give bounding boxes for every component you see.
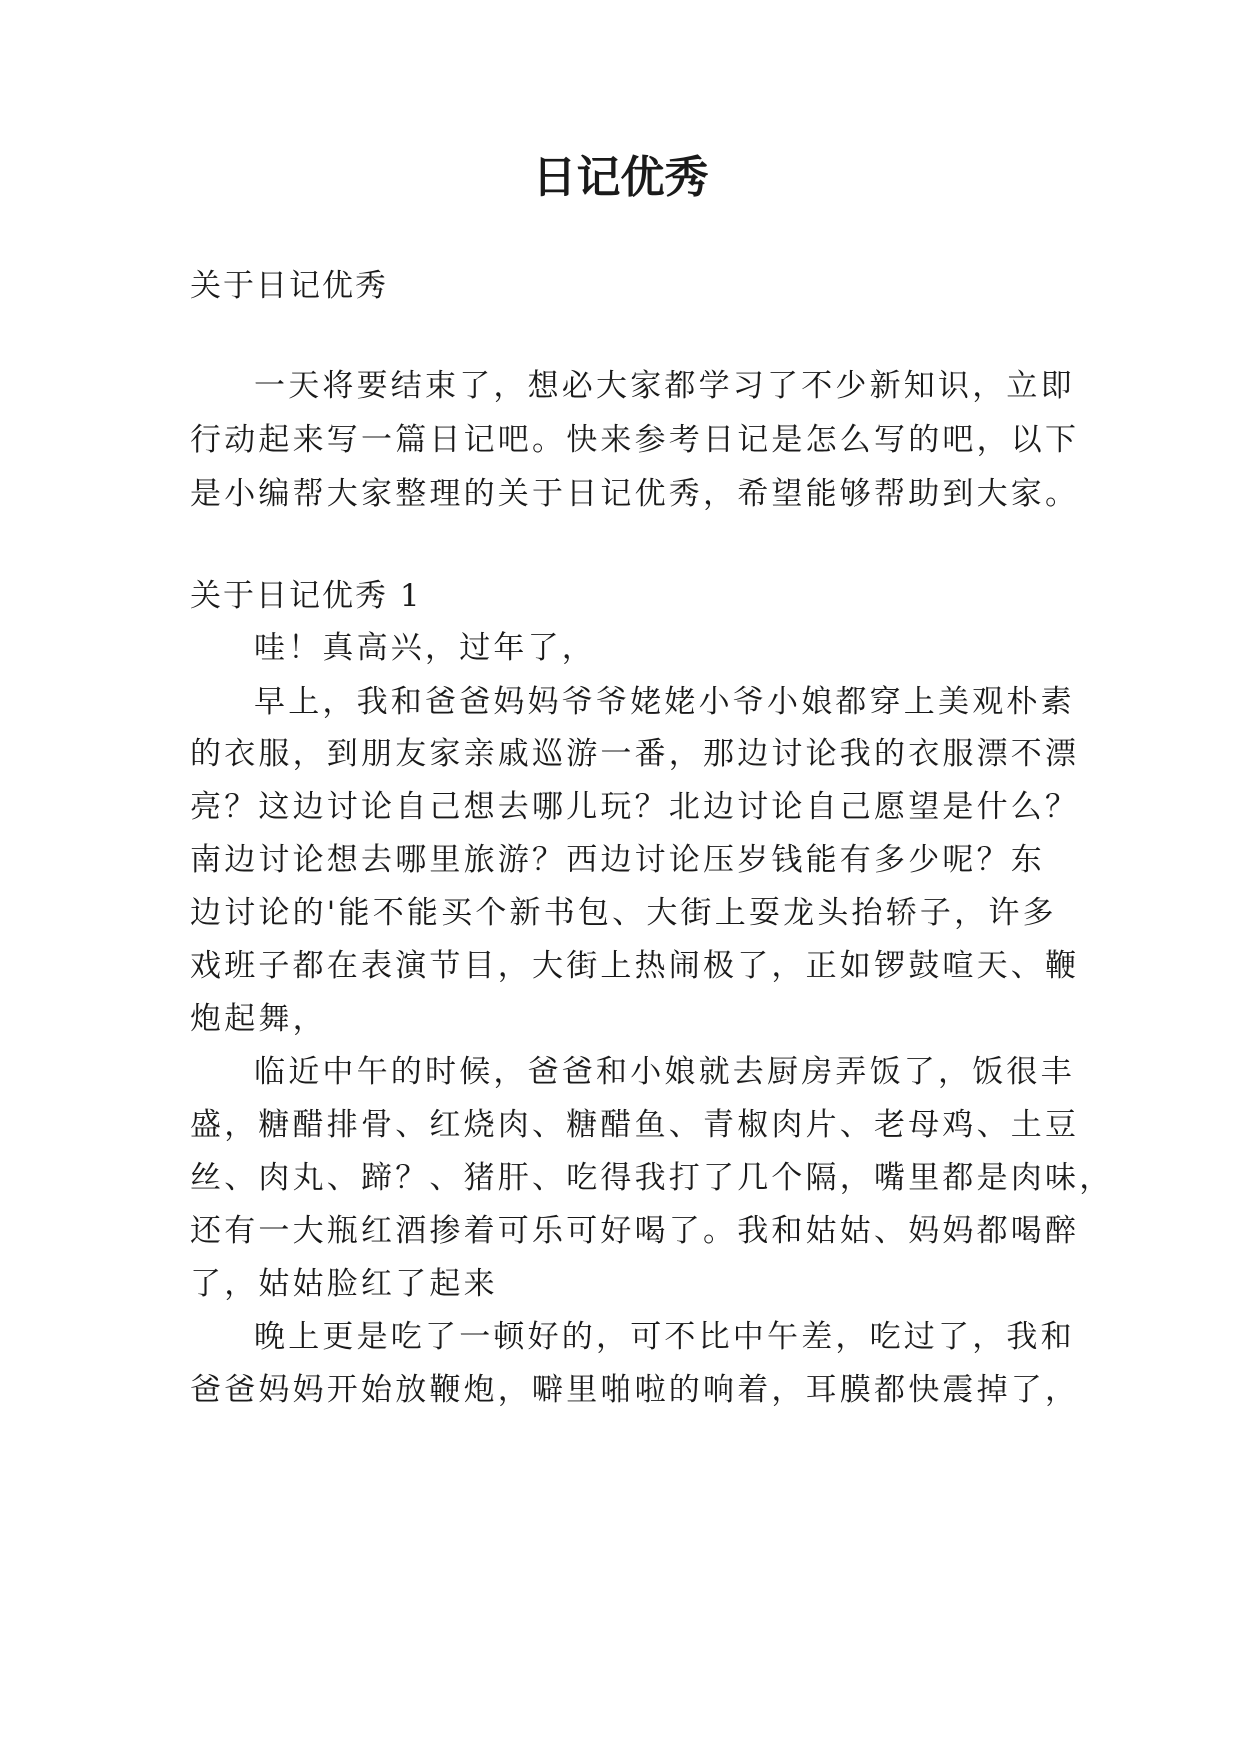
section1-p2-line-3: 亮？这边讨论自己想去哪儿玩？北边讨论自己愿望是什么？: [190, 789, 1080, 825]
section1-p3-line-4: 还有一大瓶红酒掺着可乐可好喝了。我和姑姑、妈妈都喝醉: [190, 1213, 1080, 1249]
section1-p3-line-2: 盛，糖醋排骨、红烧肉、糖醋鱼、青椒肉片、老母鸡、土豆: [190, 1107, 1080, 1143]
section1-p4-line-1: 晚上更是吃了一顿好的，可不比中午差，吃过了，我和: [254, 1319, 1075, 1355]
section1-p4-line-2: 爸爸妈妈开始放鞭炮，噼里啪啦的响着，耳膜都快震掉了，: [190, 1372, 1080, 1408]
document-title: 日记优秀: [532, 152, 709, 203]
intro-line-2: 行动起来写一篇日记吧。快来参考日记是怎么写的吧，以下: [190, 422, 1080, 458]
section1-p2-line-6: 戏班子都在表演节目，大街上热闹极了，正如锣鼓喧天、鞭: [190, 948, 1080, 984]
section1-p3-line-5: 了，姑姑脸红了起来: [190, 1266, 498, 1302]
intro-line-1: 一天将要结束了，想必大家都学习了不少新知识，立即: [254, 368, 1075, 404]
section1-p2-line-4: 南边讨论想去哪里旅游？西边讨论压岁钱能有多少呢？东: [190, 842, 1045, 878]
section1-p3-line-1: 临近中午的时候，爸爸和小娘就去厨房弄饭了，饭很丰: [254, 1054, 1075, 1090]
section1-p2-line-7: 炮起舞，: [190, 1001, 327, 1037]
section1-p3-line-3: 丝、肉丸、蹄？、猪肝、吃得我打了几个隔，嘴里都是肉味，: [190, 1160, 1114, 1196]
section1-p2-line-2: 的衣服，到朋友家亲戚巡游一番，那边讨论我的衣服漂不漂: [190, 736, 1080, 772]
intro-line-3: 是小编帮大家整理的关于日记优秀，希望能够帮助到大家。: [190, 476, 1080, 512]
section1-p2-line-1: 早上，我和爸爸妈妈爷爷姥姥小爷小娘都穿上美观朴素: [254, 684, 1075, 720]
section1-p1-line-1: 哇！真高兴，过年了，: [254, 630, 596, 666]
section1-heading: 关于日记优秀 1: [190, 578, 422, 614]
section1-p2-line-5: 边讨论的'能不能买个新书包、大街上耍龙头抬轿子，许多: [190, 895, 1057, 931]
intro-heading: 关于日记优秀: [190, 268, 388, 304]
